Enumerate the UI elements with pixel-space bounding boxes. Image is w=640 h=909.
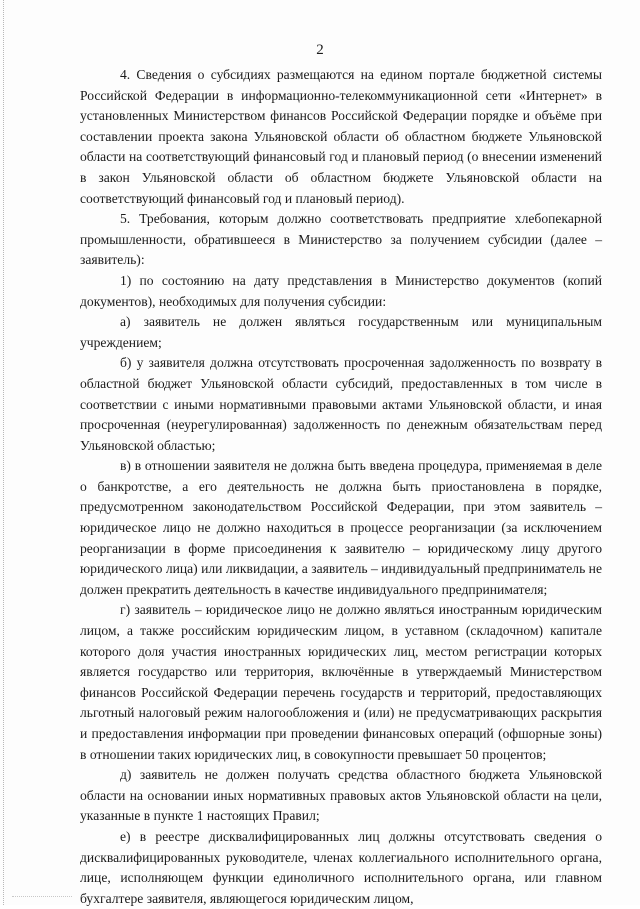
paragraph-subitem-d: д) заявитель не должен получать средства областного бюджета Ульяновской области на основании иных нормативных правовых актов Ульяновской области на цели, указанные в пункте 1 настоящих Правил; (80, 767, 602, 824)
paragraph-subitem-g: г) заявитель – юридическое лицо не должно являться иностранным юридическим лицом, а также российским юридическим лицом, в уставном (складочном) капитале которого доля участия иностранных юридических лиц, местом регистрации которых является государство или территория, включённые в утверждаемый Министерством финансов Российской Федерации перечень государств и территорий, предоставляющих льготный налоговый режим налогообложения и (или) не предусматривающих раскрытия и предоставления информации при проведении финансовых операций (офшорные зоны) в отношении таких юридических лиц, в совокупности превышает 50 процентов; (80, 602, 602, 762)
paragraph-subitem-a: а) заявитель не должен являться государственным или муниципальным учреждением; (80, 314, 602, 350)
paragraph-subitem-1: 1) по состоянию на дату представления в Министерство документов (копий документов), необходимых для получения субсидии: (80, 272, 602, 309)
paragraph-subitem-b: б) у заявителя должна отсутствовать просроченная задолженность по возврату в областной бюджет Ульяновской области субсидий, предоставленных в том числе в соответствии с иными нормативными правовыми актами Ульяновской области, и иная просроченная (неурегулированная) задолженность по денежным обязательствам перед Ульяновской областью; (80, 355, 602, 453)
paragraph-subitem-v: в) в отношении заявителя не должна быть введена процедура, применяемая в деле о банкротстве, а его деятельность не должна быть приостановлена в порядке, предусмотренном законодательством Российской Федерации, при этом заявитель – юридическое лицо не должно находиться в процессе реорганизации (за исключением реорганизации в форме присоединения к заявителю – юридическому лицу другого юридического лица) или ликвидации, а заявитель – индивидуальный предприниматель не должен прекратить деятельность в качестве индивидуального предпринимателя; (80, 458, 602, 597)
document-body (80, 65, 602, 909)
paragraph-subitem-e: е) в реестре дисквалифицированных лиц должны отсутствовать сведения о дисквалифицированных руководителе, членах коллегиального исполнительного органа, лице, исполняющем функции единоличного исполнительного органа, или главном бухгалтере заявителя, являющегося юридическим лицом, (80, 828, 602, 906)
scan-edge-line (3, 0, 4, 905)
scan-artifact (12, 896, 72, 897)
paragraph-item-5: 5. Требования, которым должно соответствовать предприятие хлебопекарной промышленности, обратившееся в Министерство за получением субсидии (далее – заявитель): (80, 211, 602, 268)
page-number: 2 (316, 42, 324, 58)
paragraph-item-4: 4. Сведения о субсидиях размещаются на едином портале бюджетной системы Российской Федерации в информационно-телекоммуникационной сети «Интернет» в установленных Министерством финансов Российской Федерации порядке и объёме при составлении проекта закона Ульяновской области об областном бюджете Ульяновской области на соответствующий финансовый год и плановый период (о внесении изменений в закон Ульяновской области об областном бюджете Ульяновской области на соответствующий финансовый год и плановый период). (80, 67, 602, 206)
